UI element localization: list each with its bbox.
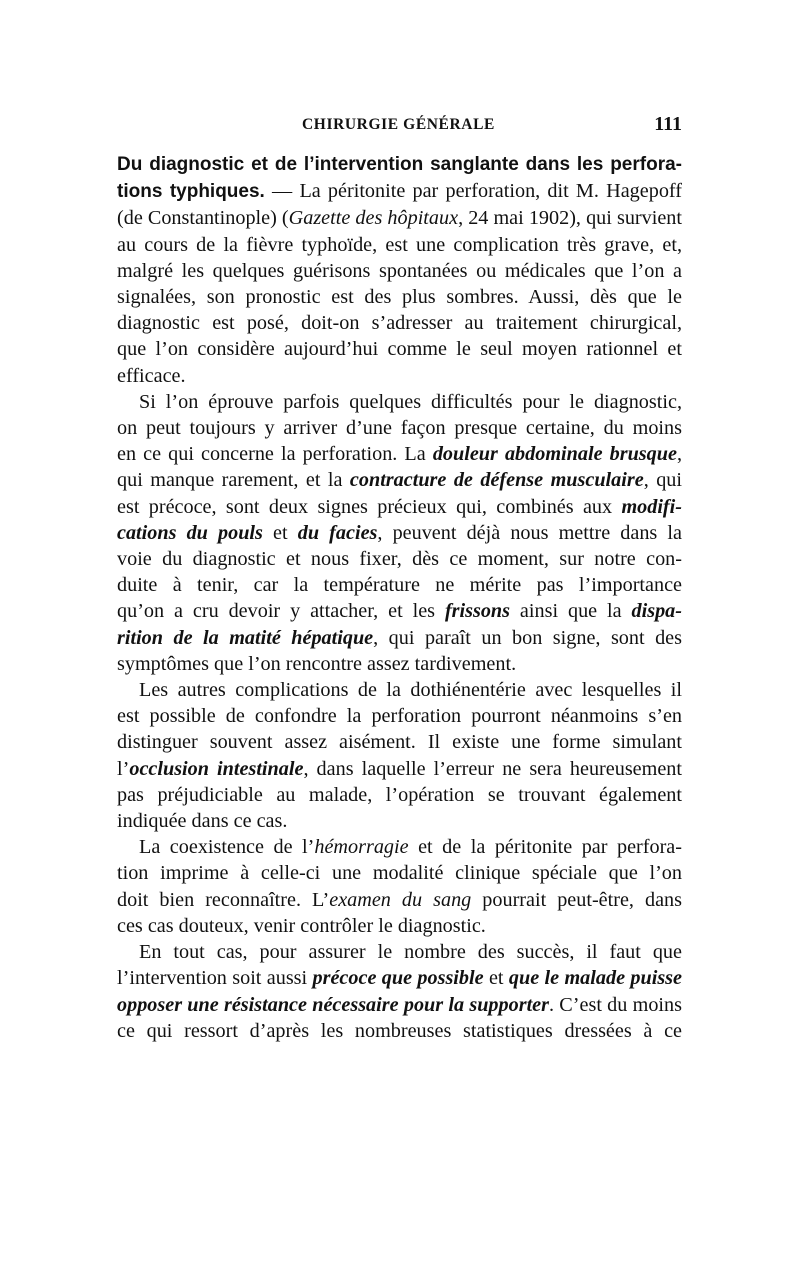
text-run: . C’est du moins bbox=[549, 993, 682, 1016]
text-line bbox=[117, 756, 682, 782]
text-run: qu’on a cru devoir y attacher, et les bbox=[117, 600, 445, 623]
text-run: distinguer souvent assez aisément. Il existe une forme simulant bbox=[117, 731, 682, 754]
text-run: En tout cas, pour assurer le nombre des succès, il faut que bbox=[139, 941, 682, 964]
text-line bbox=[117, 467, 682, 493]
text-run: on peut toujours y arriver d’une façon presque certaine, du moins bbox=[117, 417, 682, 440]
text-line bbox=[117, 205, 682, 231]
emphasis-run: douleur abdominale brusque bbox=[432, 443, 677, 466]
text-run: symptômes que l’on rencontre assez tardivement. bbox=[117, 652, 517, 675]
text-line bbox=[117, 782, 682, 808]
text-line bbox=[117, 232, 682, 258]
text-run: est possible de confondre la perforation pourront néanmoins s’en bbox=[117, 705, 682, 728]
emphasis-run: hémorragie bbox=[314, 836, 409, 859]
text-line bbox=[117, 834, 682, 860]
emphasis-run: Gazette des hôpitaux bbox=[288, 207, 459, 230]
text-run: l’ bbox=[117, 757, 130, 780]
text-line bbox=[117, 363, 682, 389]
text-line bbox=[117, 965, 682, 991]
text-run: l’intervention soit aussi bbox=[117, 967, 313, 990]
text-run: doit bien reconnaître. L’ bbox=[117, 888, 330, 911]
text-run: ce qui ressort d’après les nombreuses statistiques dressées à ce bbox=[117, 1019, 682, 1042]
text-run: La coexistence de l’ bbox=[139, 836, 315, 859]
emphasis-run: frissons bbox=[444, 600, 511, 623]
text-line bbox=[117, 808, 682, 834]
text-run: pourrait peut-être, dans bbox=[471, 888, 682, 911]
running-head-title: CHIRURGIE GÉNÉRALE bbox=[302, 116, 495, 133]
text-run: diagnostic est posé, doit-on s’adresser au traitement chirurgical, bbox=[117, 312, 682, 335]
text-run: pas préjudiciable au malade, l’opération se trouvant également bbox=[117, 783, 682, 806]
running-head bbox=[117, 113, 682, 140]
text-run: voie du diagnostic et nous fixer, dès ce moment, sur notre con- bbox=[117, 548, 682, 571]
emphasis-run: examen du sang bbox=[329, 888, 472, 911]
text-run: — La péritonite par perforation, dit M. Hagepoff bbox=[264, 180, 682, 203]
emphasis-run: que le malade puisse bbox=[508, 967, 683, 990]
text-run: tion imprime à celle-ci une modalité clinique spéciale que l’on bbox=[117, 862, 682, 885]
text-run: et bbox=[262, 521, 298, 544]
text-run: (de Constantinople) ( bbox=[117, 207, 289, 230]
text-line bbox=[117, 151, 682, 178]
text-line bbox=[117, 625, 682, 651]
text-run: ces cas douteux, venir contrôler le diagnostic. bbox=[117, 914, 486, 937]
text-run: , peuvent déjà nous mettre dans la bbox=[377, 521, 682, 544]
text-run: que l’on considère aujourd’hui comme le seul moyen rationnel et bbox=[117, 338, 682, 361]
text-line bbox=[117, 598, 682, 624]
text-run: signalées, son pronostic est des plus sombres. Aussi, dès que le bbox=[117, 286, 682, 309]
text-run: est précoce, sont deux signes précieux qui, combinés aux bbox=[117, 495, 622, 518]
text-line bbox=[117, 939, 682, 965]
text-line bbox=[117, 677, 682, 703]
text-line bbox=[117, 258, 682, 284]
emphasis-run: précoce que possible bbox=[312, 967, 484, 990]
text-line bbox=[117, 546, 682, 572]
text-line bbox=[117, 651, 682, 677]
text-line bbox=[117, 703, 682, 729]
text-run: Les autres complications de la dothiénentérie avec lesquelles il bbox=[139, 679, 682, 702]
text-line bbox=[117, 729, 682, 755]
emphasis-run: du facies bbox=[297, 521, 378, 544]
text-line bbox=[117, 572, 682, 598]
text-line bbox=[117, 992, 682, 1018]
text-run: , qui bbox=[643, 469, 683, 492]
text-line bbox=[117, 1018, 682, 1044]
text-line bbox=[117, 284, 682, 310]
text-line bbox=[117, 336, 682, 362]
text-line bbox=[117, 389, 682, 415]
page-number: 111 bbox=[654, 113, 682, 135]
text-run: et bbox=[483, 967, 509, 990]
text-run: , bbox=[676, 443, 682, 466]
text-run: , qui paraît un bon signe, sont des bbox=[373, 626, 682, 649]
text-run: au cours de la fièvre typhoïde, est une complication très grave, et, bbox=[117, 233, 682, 256]
text-run: , 24 mai 1902), qui survient bbox=[458, 207, 682, 230]
text-run: qui manque rarement, et la bbox=[117, 469, 350, 492]
text-run: ainsi que la bbox=[510, 600, 632, 623]
emphasis-run: tions typhiques. bbox=[117, 181, 265, 203]
text-run: et de la péritonite par perfora- bbox=[408, 836, 682, 859]
text-line bbox=[117, 913, 682, 939]
text-line bbox=[117, 520, 682, 546]
text-line bbox=[117, 178, 682, 205]
text-line bbox=[117, 887, 682, 913]
emphasis-run: occlusion intestinale bbox=[129, 757, 304, 780]
emphasis-run: rition de la matité hépatique bbox=[117, 626, 374, 649]
emphasis-run: cations du pouls bbox=[117, 521, 263, 544]
text-line bbox=[117, 441, 682, 467]
text-run: duite à tenir, car la température ne mérite pas l’importance bbox=[117, 574, 682, 597]
emphasis-run: opposer une résistance nécessaire pour la supporter bbox=[117, 993, 549, 1016]
text-run: malgré les quelques guérisons spontanées ou médicales que l’on a bbox=[117, 259, 682, 282]
emphasis-run: modifi- bbox=[621, 495, 682, 518]
text-run: , dans laquelle l’erreur ne sera heureusement bbox=[303, 757, 682, 780]
text-line bbox=[117, 415, 682, 441]
text-run: en ce qui concerne la perforation. La bbox=[117, 443, 433, 466]
emphasis-run: dispa- bbox=[631, 600, 682, 623]
emphasis-run: Du diagnostic et de l’intervention sanglante dans les perfora- bbox=[117, 154, 682, 175]
body-text bbox=[117, 151, 682, 1044]
text-run: efficace. bbox=[117, 364, 186, 387]
emphasis-run: contracture de défense musculaire bbox=[349, 469, 644, 492]
text-line bbox=[117, 494, 682, 520]
text-line bbox=[117, 310, 682, 336]
text-line bbox=[117, 860, 682, 886]
text-run: indiquée dans ce cas. bbox=[117, 810, 288, 833]
text-run: Si l’on éprouve parfois quelques difficultés pour le diagnostic, bbox=[139, 390, 682, 413]
